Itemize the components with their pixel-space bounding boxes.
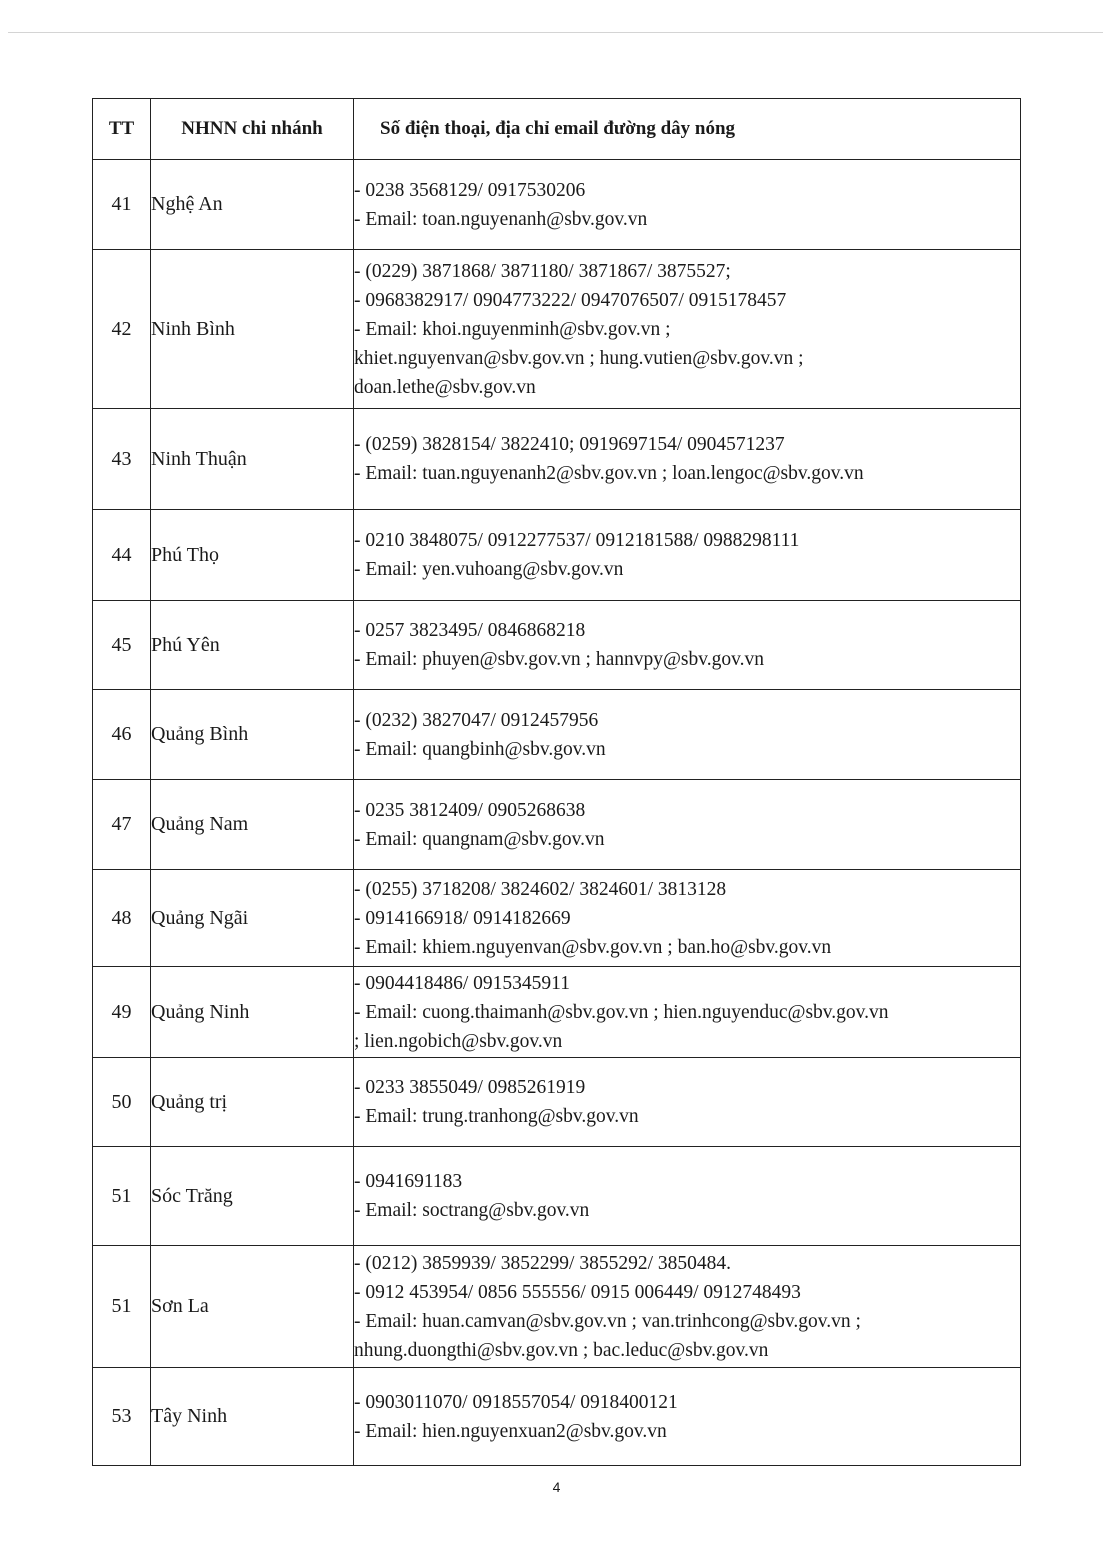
table-row	[93, 1368, 1021, 1466]
table-body	[93, 160, 1021, 1466]
branch-name: Quảng Ninh	[151, 967, 354, 1058]
table-row	[93, 1147, 1021, 1246]
branch-name: Phú Thọ	[151, 510, 354, 601]
contact-info	[354, 967, 1021, 1058]
row-number: 49	[93, 967, 151, 1058]
table-row	[93, 510, 1021, 601]
table-row	[93, 409, 1021, 510]
contact-line: - Email: khoi.nguyenminh@sbv.gov.vn ;	[354, 318, 671, 340]
contact-line: - (0212) 3859939/ 3852299/ 3855292/ 3850484.	[354, 1252, 731, 1274]
contact-info	[354, 160, 1021, 250]
contact-line: - 0904418486/ 0915345911	[354, 972, 570, 994]
contact-info	[354, 510, 1021, 601]
contact-info	[354, 1246, 1021, 1368]
contact-info	[354, 780, 1021, 870]
branch-name: Tây Ninh	[151, 1368, 354, 1466]
page-top-rule	[8, 32, 1103, 33]
branch-name: Quảng Ngãi	[151, 870, 354, 967]
row-number: 46	[93, 690, 151, 780]
row-number: 47	[93, 780, 151, 870]
contact-info	[354, 1147, 1021, 1246]
contact-line: - Email: cuong.thaimanh@sbv.gov.vn ; hien.nguyenduc@sbv.gov.vn	[354, 1001, 889, 1023]
contact-line: doan.lethe@sbv.gov.vn	[354, 376, 536, 398]
contact-line: - Email: hien.nguyenxuan2@sbv.gov.vn	[354, 1420, 667, 1442]
contact-info	[354, 601, 1021, 690]
branch-name: Ninh Bình	[151, 250, 354, 409]
contact-line: - (0229) 3871868/ 3871180/ 3871867/ 3875527;	[354, 260, 731, 282]
contact-line: nhung.duongthi@sbv.gov.vn ; bac.leduc@sbv.gov.vn	[354, 1339, 769, 1361]
contact-line: - (0232) 3827047/ 0912457956	[354, 709, 599, 731]
contact-info	[354, 690, 1021, 780]
branch-name: Quảng trị	[151, 1058, 354, 1147]
contact-line: - (0255) 3718208/ 3824602/ 3824601/ 3813128	[354, 878, 727, 900]
contact-line: - Email: yen.vuhoang@sbv.gov.vn	[354, 559, 624, 580]
contact-line: - 0257 3823495/ 0846868218	[354, 620, 586, 641]
contact-line: - 0903011070/ 0918557054/ 0918400121	[354, 1391, 678, 1413]
page-number: 4	[552, 1479, 561, 1495]
contact-line: - Email: quangnam@sbv.gov.vn	[354, 828, 605, 850]
contact-line: - Email: trung.tranhong@sbv.gov.vn	[354, 1106, 639, 1127]
row-number: 48	[93, 870, 151, 967]
contact-line: - 0238 3568129/ 0917530206	[354, 179, 586, 201]
contact-info	[354, 409, 1021, 510]
contact-line: - Email: huan.camvan@sbv.gov.vn ; van.trinhcong@sbv.gov.vn ;	[354, 1310, 861, 1332]
contact-line: - 0210 3848075/ 0912277537/ 0912181588/ 0988298111	[354, 530, 800, 551]
contact-line: - (0259) 3828154/ 3822410; 0919697154/ 0904571237	[354, 434, 785, 455]
row-number: 41	[93, 160, 151, 250]
row-number: 50	[93, 1058, 151, 1147]
row-number: 45	[93, 601, 151, 690]
contact-info	[354, 250, 1021, 409]
row-number: 53	[93, 1368, 151, 1466]
table-row	[93, 870, 1021, 967]
contact-info	[354, 1058, 1021, 1147]
header-branch: NHNN chi nhánh	[151, 99, 354, 160]
table-row	[93, 967, 1021, 1058]
header-tt: TT	[93, 99, 151, 160]
table-row	[93, 250, 1021, 409]
contact-line: - Email: phuyen@sbv.gov.vn ; hannvpy@sbv.gov.vn	[354, 649, 764, 670]
branch-name: Ninh Thuận	[151, 409, 354, 510]
branch-name: Phú Yên	[151, 601, 354, 690]
header-contact: Số điện thoại, địa chỉ email đường dây nóng	[354, 99, 1021, 160]
table-row	[93, 160, 1021, 250]
contact-line: - 0235 3812409/ 0905268638	[354, 799, 586, 821]
row-number: 42	[93, 250, 151, 409]
contact-line: - Email: quangbinh@sbv.gov.vn	[354, 738, 606, 760]
contact-line: - 0941691183	[354, 1171, 463, 1192]
branch-name: Quảng Bình	[151, 690, 354, 780]
row-number: 51	[93, 1246, 151, 1368]
contact-line: - 0912 453954/ 0856 555556/ 0915 006449/ 0912748493	[354, 1281, 801, 1303]
contact-line: ; lien.ngobich@sbv.gov.vn	[354, 1030, 563, 1052]
table-header-row	[93, 99, 1021, 160]
contact-line: - 0968382917/ 0904773222/ 0947076507/ 0915178457	[354, 289, 787, 311]
table-row	[93, 780, 1021, 870]
contact-line: - Email: soctrang@sbv.gov.vn	[354, 1200, 590, 1221]
branch-name: Sóc Trăng	[151, 1147, 354, 1246]
row-number: 51	[93, 1147, 151, 1246]
contact-info	[354, 870, 1021, 967]
contact-line: khiet.nguyenvan@sbv.gov.vn ; hung.vutien@sbv.gov.vn ;	[354, 347, 804, 369]
hotline-table	[92, 98, 1021, 1466]
table-row	[93, 601, 1021, 690]
contact-line: - Email: khiem.nguyenvan@sbv.gov.vn ; ban.ho@sbv.gov.vn	[354, 936, 832, 958]
row-number: 43	[93, 409, 151, 510]
contact-line: - 0233 3855049/ 0985261919	[354, 1077, 586, 1098]
contact-line: - Email: tuan.nguyenanh2@sbv.gov.vn ; loan.lengoc@sbv.gov.vn	[354, 463, 864, 484]
branch-name: Nghệ An	[151, 160, 354, 250]
table-row	[93, 1246, 1021, 1368]
contact-info	[354, 1368, 1021, 1466]
branch-name: Sơn La	[151, 1246, 354, 1368]
row-number: 44	[93, 510, 151, 601]
table-row	[93, 1058, 1021, 1147]
contact-line: - Email: toan.nguyenanh@sbv.gov.vn	[354, 208, 648, 230]
branch-name: Quảng Nam	[151, 780, 354, 870]
contact-line: - 0914166918/ 0914182669	[354, 907, 571, 929]
table-row	[93, 690, 1021, 780]
